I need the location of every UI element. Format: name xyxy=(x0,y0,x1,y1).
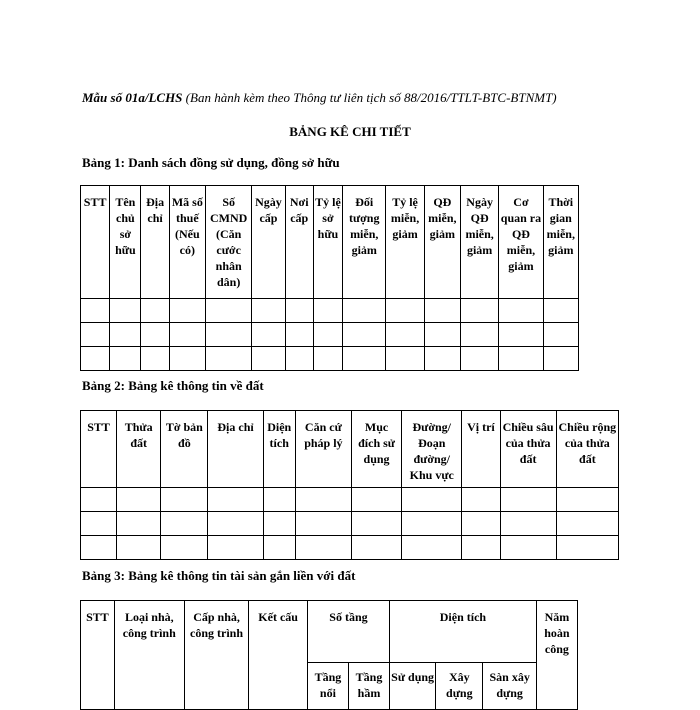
table-cell xyxy=(263,536,295,560)
table-cell xyxy=(462,488,500,512)
table-cell xyxy=(556,488,618,512)
table-cell xyxy=(543,347,578,371)
column-header: Chiều rộng của thửa đất xyxy=(556,411,618,488)
document-title: BẢNG KÊ CHI TIẾT xyxy=(289,124,411,139)
table-cell xyxy=(295,488,351,512)
table-cell xyxy=(343,347,386,371)
column-subheader: Sử dụng xyxy=(390,663,436,710)
table-cell xyxy=(386,323,424,347)
column-header: Tỷ lệ sở hữu xyxy=(313,186,342,299)
column-header: Ngày QĐ miễn, giảm xyxy=(460,186,498,299)
column-header: Mã số thuế (Nếu có) xyxy=(169,186,205,299)
table-cell xyxy=(252,323,285,347)
column-header: Vị trí xyxy=(462,411,500,488)
column-subheader: Tầng nổi xyxy=(307,663,348,710)
table-cell xyxy=(543,323,578,347)
table-row xyxy=(81,347,579,371)
column-header: Tờ bản đồ xyxy=(161,411,208,488)
table-cell xyxy=(263,512,295,536)
column-header: Thửa đất xyxy=(117,411,161,488)
table-cell xyxy=(460,323,498,347)
table-cell xyxy=(110,347,141,371)
table-cell xyxy=(499,323,543,347)
table-cell xyxy=(205,299,251,323)
table-cell xyxy=(169,347,205,371)
table-cell xyxy=(169,323,205,347)
table-cell xyxy=(402,536,462,560)
column-header: Loại nhà, công trình xyxy=(114,601,184,710)
table-cell xyxy=(110,323,141,347)
table2-title: Bảng 2: Bảng kê thông tin về đất xyxy=(82,378,264,393)
table-cell xyxy=(343,323,386,347)
table-cell xyxy=(351,536,401,560)
table-row xyxy=(81,488,619,512)
table-row xyxy=(81,323,579,347)
table-cell xyxy=(402,488,462,512)
table-cell xyxy=(500,512,556,536)
table-cell xyxy=(285,299,313,323)
land-info-table xyxy=(80,410,619,560)
table-cell xyxy=(117,488,161,512)
table-cell xyxy=(208,512,263,536)
table-cell xyxy=(161,488,208,512)
table1-title: Bảng 1: Danh sách đồng sử dụng, đồng sở hữu xyxy=(82,155,340,170)
column-header: Số tầng xyxy=(307,601,389,663)
table-cell xyxy=(313,347,342,371)
table-cell xyxy=(81,536,117,560)
table-cell xyxy=(141,299,169,323)
table3-title: Bảng 3: Bảng kê thông tin tài sản gắn liền với đất xyxy=(82,568,356,583)
table-cell xyxy=(252,299,285,323)
table-cell xyxy=(169,299,205,323)
table1-header-row xyxy=(81,186,579,299)
table-cell xyxy=(402,512,462,536)
co-owners-table xyxy=(80,185,579,371)
column-header: Kết cấu xyxy=(249,601,308,710)
table-cell xyxy=(295,512,351,536)
column-header: STT xyxy=(81,411,117,488)
table-cell xyxy=(386,299,424,323)
column-header: Thời gian miễn, giảm xyxy=(543,186,578,299)
column-header: Đường/ Đoạn đường/ Khu vực xyxy=(402,411,462,488)
column-header: Số CMND (Căn cước nhân dân) xyxy=(205,186,251,299)
table-cell xyxy=(252,347,285,371)
table-cell xyxy=(81,299,110,323)
column-header: Cơ quan ra QĐ miễn, giảm xyxy=(499,186,543,299)
table-cell xyxy=(110,299,141,323)
column-header: Diện tích xyxy=(263,411,295,488)
table-cell xyxy=(81,347,110,371)
form-note: (Ban hành kèm theo Thông tư liên tịch số 88/2016/TTLT-BTC-BTNMT) xyxy=(185,90,557,105)
column-header: Đối tượng miễn, giảm xyxy=(343,186,386,299)
column-header: Căn cứ pháp lý xyxy=(295,411,351,488)
table-cell xyxy=(556,536,618,560)
table-cell xyxy=(313,323,342,347)
column-header: QĐ miễn, giảm xyxy=(424,186,460,299)
column-subheader: Tầng hầm xyxy=(348,663,389,710)
table-cell xyxy=(351,488,401,512)
column-header: Cấp nhà, công trình xyxy=(184,601,249,710)
column-header: Chiều sâu của thửa đất xyxy=(500,411,556,488)
table-row xyxy=(81,512,619,536)
form-code-line xyxy=(82,90,557,106)
table-cell xyxy=(295,536,351,560)
table-cell xyxy=(351,512,401,536)
table-cell xyxy=(499,347,543,371)
table3-header-row xyxy=(81,601,578,663)
column-subheader: Xây dựng xyxy=(436,663,483,710)
table-cell xyxy=(263,488,295,512)
table-cell xyxy=(208,488,263,512)
column-header: STT xyxy=(81,601,115,710)
column-header: Năm hoàn công xyxy=(536,601,577,710)
table-cell xyxy=(424,299,460,323)
table-cell xyxy=(81,488,117,512)
table-cell xyxy=(500,536,556,560)
column-header: Tỷ lệ miễn, giảm xyxy=(386,186,424,299)
column-header: Nơi cấp xyxy=(285,186,313,299)
column-header: Ngày cấp xyxy=(252,186,285,299)
attached-assets-table xyxy=(80,600,578,710)
table-cell xyxy=(543,299,578,323)
table-cell xyxy=(117,536,161,560)
table-row xyxy=(81,536,619,560)
table-cell xyxy=(205,323,251,347)
table-cell xyxy=(313,299,342,323)
table-cell xyxy=(208,536,263,560)
table-cell xyxy=(460,299,498,323)
column-header: Mục đích sử dụng xyxy=(351,411,401,488)
table-cell xyxy=(205,347,251,371)
column-header: Địa chỉ xyxy=(141,186,169,299)
table2-header-row xyxy=(81,411,619,488)
table-cell xyxy=(161,512,208,536)
table-cell xyxy=(499,299,543,323)
column-header: Tên chủ sở hữu xyxy=(110,186,141,299)
table-cell xyxy=(556,512,618,536)
table-cell xyxy=(424,347,460,371)
table-cell xyxy=(141,323,169,347)
table-cell xyxy=(424,323,460,347)
table-cell xyxy=(161,536,208,560)
table-cell xyxy=(285,347,313,371)
table-cell xyxy=(117,512,161,536)
table-row xyxy=(81,299,579,323)
table-cell xyxy=(386,347,424,371)
column-subheader: Sàn xây dựng xyxy=(483,663,536,710)
table-cell xyxy=(141,347,169,371)
table-cell xyxy=(462,512,500,536)
table-cell xyxy=(460,347,498,371)
table-cell xyxy=(285,323,313,347)
table-cell xyxy=(81,323,110,347)
table-cell xyxy=(462,536,500,560)
table-cell xyxy=(500,488,556,512)
column-header: Diện tích xyxy=(390,601,537,663)
column-header: STT xyxy=(81,186,110,299)
table-cell xyxy=(343,299,386,323)
form-code: Mẫu số 01a/LCHS xyxy=(82,90,183,105)
column-header: Địa chỉ xyxy=(208,411,263,488)
table-cell xyxy=(81,512,117,536)
